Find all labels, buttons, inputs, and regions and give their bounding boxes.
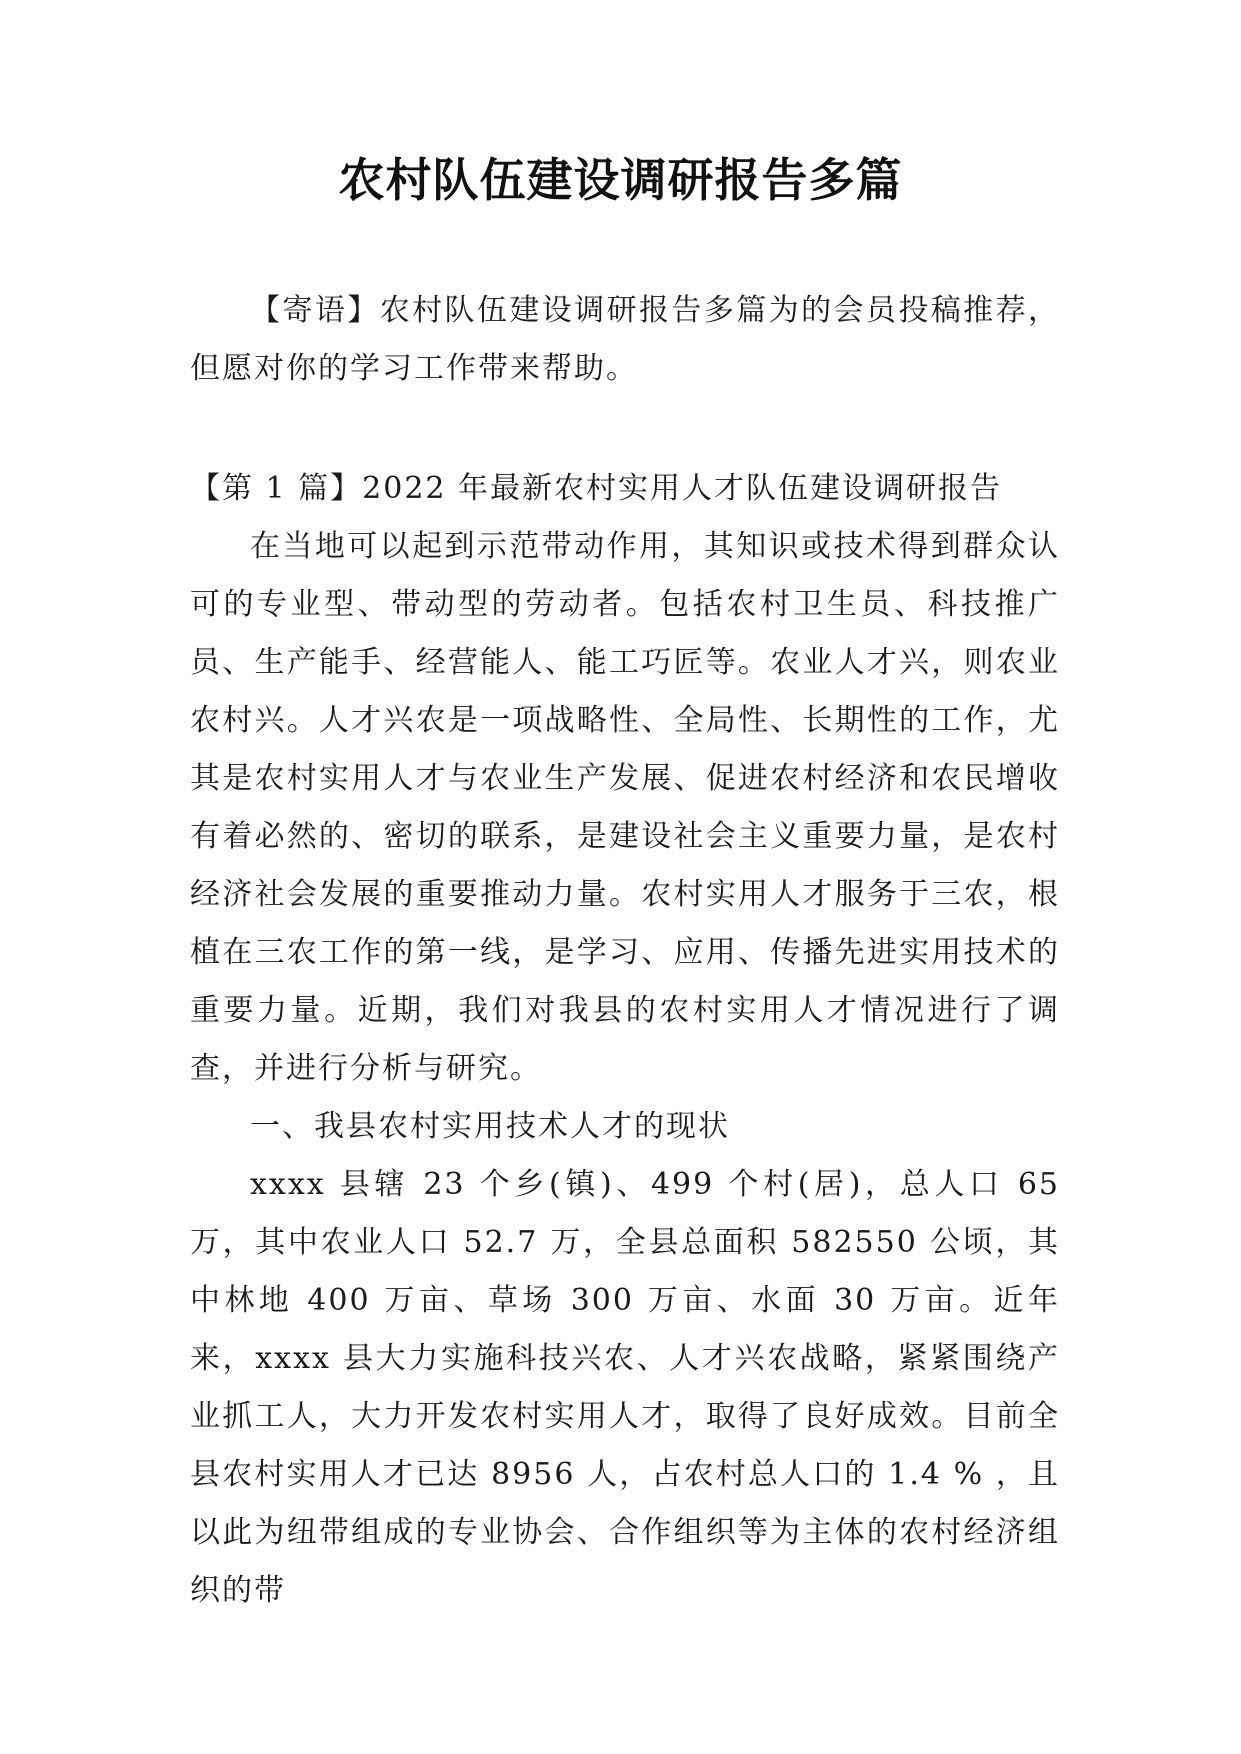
document-title: 农村队伍建设调研报告多篇 xyxy=(338,153,903,207)
intro-paragraph: 【寄语】农村队伍建设调研报告多篇为的会员投稿推荐，但愿对你的学习工作带来帮助。 xyxy=(190,293,1060,386)
section-heading-1: 一、我县农村实用技术人才的现状 xyxy=(250,1109,730,1144)
intro-block xyxy=(190,282,1060,398)
body-paragraph-2: xxxx 县辖 23 个乡(镇)、499 个村(居)，总人口 65 万，其中农业人口 52.7 万，全县总面积 582550 公顷，其中林地 400 万亩、草场 300 万亩、水面 30 万亩。近年来，xxxx 县大力实施科技兴农、人才兴农战略，紧紧围绕产业抓工人，大力开发农村实用人才，取得了良好成效。目前全县农村实用人才已达 8956 人，占农村总人口的 1.4 % ，且以此为纽带组成的专业协会、合作组织等为主体的农村经济组织的带 xyxy=(190,1167,1060,1608)
article-heading: 【第 1 篇】2022 年最新农村实用人才队伍建设调研报告 xyxy=(190,471,1003,506)
body-paragraph-1: 在当地可以起到示范带动作用，其知识或技术得到群众认可的专业型、带动型的劳动者。包括农村卫生员、科技推广员、生产能手、经营能人、能工巧匠等。农业人才兴，则农业农村兴。人才兴农是一项战略性、全局性、长期性的工作，尤其是农村实用人才与农业生产发展、促进农村经济和农民增收有着必然的、密切的联系，是建设社会主义重要力量，是农村经济社会发展的重要推动力量。农村实用人才服务于三农，根植在三农工作的第一线，是学习、应用、传播先进实用技术的重要力量。近期，我们对我县的农村实用人才情况进行了调查，并进行分析与研究。 xyxy=(190,529,1060,1086)
article-body xyxy=(190,460,1060,1620)
